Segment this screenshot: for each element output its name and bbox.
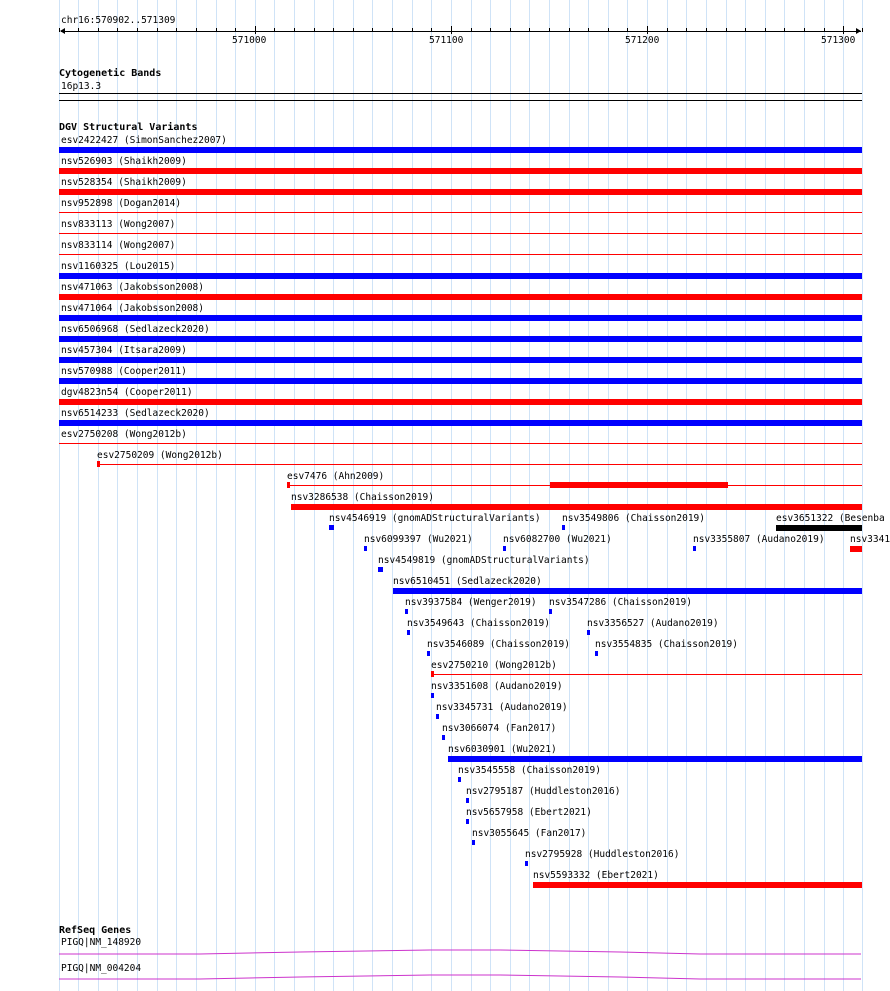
sv-feature-label: esv2422427 (SimonSanchez2007) — [61, 135, 227, 146]
sv-feature-label: nsv6510451 (Sedlazeck2020) — [393, 576, 542, 587]
ruler-tick — [843, 26, 844, 34]
transcript-label: PIGQ|NM_148920 — [61, 937, 142, 948]
sv-feature-label: nsv952898 (Dogan2014) — [61, 198, 182, 209]
ruler-tick — [549, 28, 550, 32]
transcript-label: PIGQ|NM_004204 — [61, 963, 142, 974]
sv-feature-bar[interactable] — [59, 420, 862, 426]
ruler-tick-label: 571100 — [429, 35, 464, 46]
ruler-tick — [608, 28, 609, 32]
sv-feature-label: nsv6099397 (Wu2021) — [364, 534, 473, 545]
ruler-axis — [61, 31, 861, 32]
sv-feature-bar[interactable] — [562, 525, 565, 530]
ruler-tick — [490, 28, 491, 32]
sv-feature-bar[interactable] — [533, 882, 862, 888]
sv-feature-bar[interactable] — [405, 609, 408, 614]
sv-feature-label: nsv3055645 (Fan2017) — [472, 828, 587, 839]
sv-feature-label: nsv833113 (Wong2007) — [61, 219, 176, 230]
sv-feature-label: nsv3937584 (Wenger2019) — [405, 597, 537, 608]
sv-feature-label: esv2750208 (Wong2012b) — [61, 429, 187, 440]
sv-feature-label: nsv5593332 (Ebert2021) — [533, 870, 659, 881]
ruler-tick — [392, 28, 393, 32]
sv-feature-bar[interactable] — [59, 315, 862, 321]
sv-feature-bar[interactable] — [59, 233, 862, 234]
ruler-tick — [784, 28, 785, 32]
ruler-arrow-left-icon — [60, 28, 65, 34]
ruler-tick — [862, 28, 863, 32]
sv-feature-label: nsv3547286 (Chaisson2019) — [549, 597, 692, 608]
track-divider — [59, 100, 862, 101]
sv-feature-bar[interactable] — [364, 546, 367, 551]
position-label: chr16:570902..571309 — [61, 15, 176, 26]
sv-feature-label: nsv526903 (Shaikh2009) — [61, 156, 187, 167]
sv-feature-label: nsv3286538 (Chaisson2019) — [291, 492, 434, 503]
sv-feature-bar[interactable] — [97, 464, 862, 465]
ruler-arrow-right-icon — [856, 28, 861, 34]
sv-feature-label: nsv457304 (Itsara2009) — [61, 345, 187, 356]
dgv-track-title: DGV Structural Variants — [59, 122, 198, 133]
ruler-tick — [824, 28, 825, 32]
sv-feature-bar[interactable] — [59, 336, 862, 342]
sv-feature-bar[interactable] — [329, 525, 334, 530]
sv-feature-label: nsv3546089 (Chaisson2019) — [427, 639, 570, 650]
sv-feature-bar[interactable] — [431, 674, 862, 675]
ruler-tick — [314, 28, 315, 32]
ruler-tick — [117, 28, 118, 32]
ruler-tick — [235, 28, 236, 32]
sv-feature-label: nsv570988 (Cooper2011) — [61, 366, 187, 377]
sv-feature-bar[interactable] — [466, 798, 469, 803]
sv-feature-label: nsv2795928 (Huddleston2016) — [525, 849, 680, 860]
ruler-tick — [510, 28, 511, 32]
transcript-line[interactable] — [0, 970, 890, 984]
ruler-tick-label: 571300 — [821, 35, 856, 46]
sv-feature-block[interactable] — [287, 482, 290, 488]
sv-feature-bar[interactable] — [549, 609, 552, 614]
sv-feature-bar[interactable] — [291, 504, 862, 510]
cytoband-line — [59, 93, 862, 94]
sv-feature-bar[interactable] — [59, 357, 862, 363]
sv-feature-label: nsv3341 — [850, 534, 890, 545]
sv-feature-bar[interactable] — [59, 273, 862, 279]
sv-feature-label: esv3651322 (Besenba — [776, 513, 885, 524]
sv-feature-block[interactable] — [97, 461, 100, 467]
sv-feature-label: esv2750209 (Wong2012b) — [97, 450, 223, 461]
sv-feature-label: nsv3554835 (Chaisson2019) — [595, 639, 738, 650]
sv-feature-block[interactable] — [550, 482, 728, 488]
ruler-tick — [294, 28, 295, 32]
ruler-tick — [686, 28, 687, 32]
sv-feature-label: nsv6030901 (Wu2021) — [448, 744, 557, 755]
ruler-tick — [431, 28, 432, 32]
sv-feature-label: nsv6514233 (Sedlazeck2020) — [61, 408, 210, 419]
sv-feature-label: nsv6082700 (Wu2021) — [503, 534, 612, 545]
sv-feature-bar[interactable] — [595, 651, 598, 656]
sv-feature-label: nsv3351608 (Audano2019) — [431, 681, 563, 692]
cytoband-track-title: Cytogenetic Bands — [59, 68, 162, 79]
sv-feature-label: nsv3345731 (Audano2019) — [436, 702, 568, 713]
ruler-tick — [255, 26, 256, 34]
sv-feature-bar[interactable] — [427, 651, 430, 656]
ruler-tick — [59, 28, 60, 32]
sv-feature-bar[interactable] — [693, 546, 696, 551]
sv-feature-bar[interactable] — [525, 861, 528, 866]
ruler-tick — [353, 28, 354, 32]
sv-feature-bar[interactable] — [378, 567, 383, 572]
ruler-tick — [804, 28, 805, 32]
ruler-tick — [412, 28, 413, 32]
ruler-tick — [78, 28, 79, 32]
sv-feature-label: esv2750210 (Wong2012b) — [431, 660, 557, 671]
sv-feature-label: nsv3356527 (Audano2019) — [587, 618, 719, 629]
ruler-tick — [667, 28, 668, 32]
sv-feature-label: nsv471063 (Jakobsson2008) — [61, 282, 204, 293]
sv-feature-label: dgv4823n54 (Cooper2011) — [61, 387, 193, 398]
ruler-tick — [176, 28, 177, 32]
sv-feature-bar[interactable] — [431, 693, 434, 698]
sv-feature-block[interactable] — [431, 671, 434, 677]
transcript-line[interactable] — [0, 945, 890, 959]
ruler-tick — [765, 28, 766, 32]
sv-feature-bar[interactable] — [776, 525, 862, 531]
sv-feature-bar[interactable] — [458, 777, 461, 782]
ruler-tick — [706, 28, 707, 32]
sv-feature-bar[interactable] — [850, 546, 862, 552]
sv-feature-bar[interactable] — [587, 630, 590, 635]
sv-feature-label: esv7476 (Ahn2009) — [287, 471, 385, 482]
sv-feature-label: nsv3549643 (Chaisson2019) — [407, 618, 550, 629]
sv-feature-label: nsv471064 (Jakobsson2008) — [61, 303, 204, 314]
ruler-tick — [726, 28, 727, 32]
ruler-tick-label: 571000 — [232, 35, 267, 46]
ruler-tick — [627, 28, 628, 32]
sv-feature-bar[interactable] — [442, 735, 445, 740]
ruler-tick — [451, 26, 452, 34]
sv-feature-bar[interactable] — [59, 294, 862, 300]
sv-feature-bar[interactable] — [59, 147, 862, 153]
sv-feature-bar[interactable] — [59, 254, 862, 255]
ruler-tick — [529, 28, 530, 32]
sv-feature-label: nsv4549819 (gnomADStructuralVariants) — [378, 555, 590, 566]
ruler-tick — [372, 28, 373, 32]
sv-feature-label: nsv528354 (Shaikh2009) — [61, 177, 187, 188]
sv-feature-label: nsv6506968 (Sedlazeck2020) — [61, 324, 210, 335]
ruler-tick — [98, 28, 99, 32]
ruler-tick — [647, 26, 648, 34]
ruler-tick — [157, 28, 158, 32]
ruler-tick — [588, 28, 589, 32]
sv-feature-bar[interactable] — [59, 189, 862, 195]
grid-line — [862, 0, 863, 991]
sv-feature-label: nsv1160325 (Lou2015) — [61, 261, 176, 272]
sv-feature-label: nsv3549806 (Chaisson2019) — [562, 513, 705, 524]
ruler-tick — [216, 28, 217, 32]
sv-feature-bar[interactable] — [59, 399, 862, 405]
ruler-tick — [471, 28, 472, 32]
sv-feature-bar[interactable] — [59, 212, 862, 213]
sv-feature-bar[interactable] — [466, 819, 469, 824]
sv-feature-bar[interactable] — [436, 714, 439, 719]
sv-feature-bar[interactable] — [407, 630, 410, 635]
sv-feature-label: nsv2795187 (Huddleston2016) — [466, 786, 621, 797]
sv-feature-bar[interactable] — [59, 168, 862, 174]
sv-feature-bar[interactable] — [59, 443, 862, 444]
sv-feature-label: nsv3545558 (Chaisson2019) — [458, 765, 601, 776]
ruler-tick — [745, 28, 746, 32]
ruler-tick — [196, 28, 197, 32]
sv-feature-bar[interactable] — [59, 378, 862, 384]
sv-feature-label: nsv4546919 (gnomADStructuralVariants) — [329, 513, 541, 524]
refseq-track-title: RefSeq Genes — [59, 925, 132, 936]
ruler-tick — [569, 28, 570, 32]
sv-feature-label: nsv5657958 (Ebert2021) — [466, 807, 592, 818]
sv-feature-label: nsv3066074 (Fan2017) — [442, 723, 557, 734]
sv-feature-label: nsv833114 (Wong2007) — [61, 240, 176, 251]
sv-feature-label: nsv3355807 (Audano2019) — [693, 534, 825, 545]
cytoband-label: 16p13.3 — [61, 81, 102, 92]
ruler-tick — [333, 28, 334, 32]
ruler-tick-label: 571200 — [625, 35, 660, 46]
sv-feature-bar[interactable] — [472, 840, 475, 845]
ruler-tick — [137, 28, 138, 32]
ruler-tick — [274, 28, 275, 32]
sv-feature-bar[interactable] — [393, 588, 862, 594]
sv-feature-bar[interactable] — [448, 756, 862, 762]
sv-feature-bar[interactable] — [503, 546, 506, 551]
